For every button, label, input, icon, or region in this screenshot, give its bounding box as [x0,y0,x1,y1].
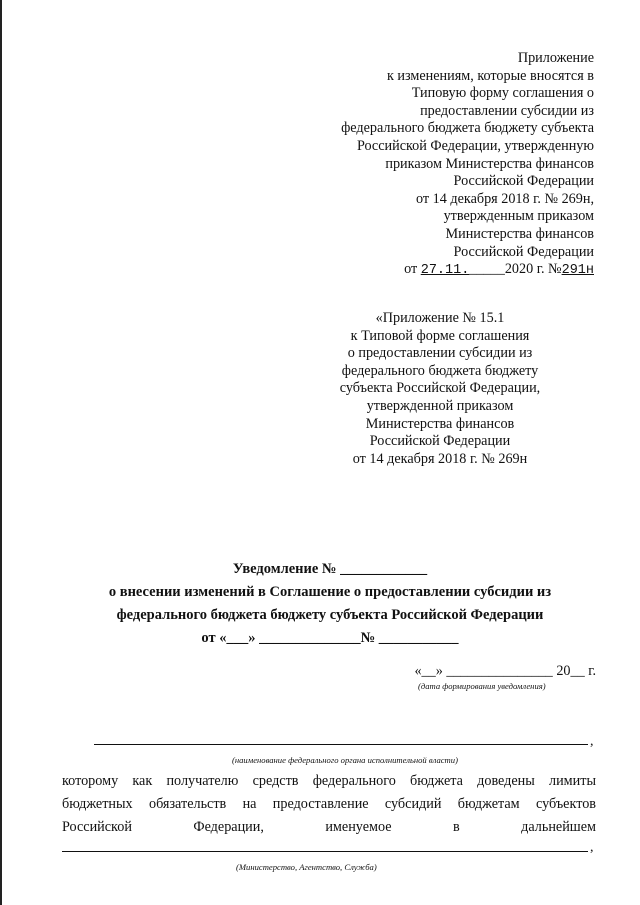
appendix-15-1-block [300,310,580,468]
appendix-15-1-line: к Типовой форме соглашения [350,327,530,344]
appendix-15-1-line: Российской Федерации [369,433,511,450]
ministry-name-line [62,851,588,852]
appendix-15-1-line: субъекта Российской Федерации, [339,380,541,397]
appendix-15-1-line: утвержденной приказом [366,397,514,414]
order-year: 2020 г. № [504,261,562,278]
appendix-line: Министерства финансов [445,225,594,242]
authority-caption: (наименование федерального органа исполнительной власти) [232,755,458,765]
order-date-blank: _____ [469,261,505,278]
page-left-border [0,0,2,905]
title-line-subject-1: о внесении изменений в Соглашение о предоставлении субсидии из [108,584,552,600]
appendix-line: утвержденным приказом [443,208,594,225]
appendix-line: предоставлении субсидии из [420,102,594,119]
appendix-15-1-line: «Приложение № 15.1 [375,310,505,326]
body-line: бюджетных обязательств на предоставление субсидий бюджетам субъектов [62,796,596,812]
formation-date-caption: (дата формирования уведомления) [418,681,546,691]
appendix-line: федерального бюджета бюджету субъекта [341,120,594,137]
ministry-caption: (Министерство, Агентство, Служба) [236,862,377,872]
appendix-line: от 14 декабря 2018 г. № 269н, [415,190,594,207]
formation-date-field: «__» _______________ 20__ г. [414,663,596,679]
title-line-number: Уведомление № ____________ [232,561,428,577]
appendix-header [264,50,594,280]
appendix-15-1-line: о предоставлении субсидии из [347,345,533,362]
body-line: которому как получателю средств федерального бюджета доведены лимиты [62,773,596,789]
ministry-comma: , [590,840,594,855]
appendix-line: приказом Министерства финансов [385,155,594,172]
appendix-line: Приложение [517,50,594,66]
appendix-line: Российской Федерации [453,173,594,190]
appendix-15-1-line: федерального бюджета бюджету [341,362,539,379]
appendix-15-1-line: Министерства финансов [365,415,515,432]
title-line-date: от «___» ______________№ ___________ [201,630,459,646]
title-line-subject-2: федерального бюджета бюджету субъекта Российской Федерации [116,607,544,623]
authority-name-line [94,744,588,745]
body-paragraph [62,770,596,839]
authority-comma: , [590,734,594,749]
appendix-line: Типовую форму соглашения о [411,85,594,102]
appendix-15-1-line: от 14 декабря 2018 г. № 269н [352,450,528,467]
order-number-stamp: 291н [561,263,594,279]
order-prefix: от [404,261,418,278]
appendix-line: к изменениям, которые вносятся в [386,67,594,84]
order-date-line [264,261,594,280]
notification-title [60,558,600,650]
appendix-line: Российской Федерации, утвержденную [356,137,594,154]
body-line: Российской Федерации, именуемое в дальнейшем [62,819,596,835]
appendix-line: Российской Федерации [453,243,594,260]
order-date-stamp: 27.11. [420,263,470,279]
